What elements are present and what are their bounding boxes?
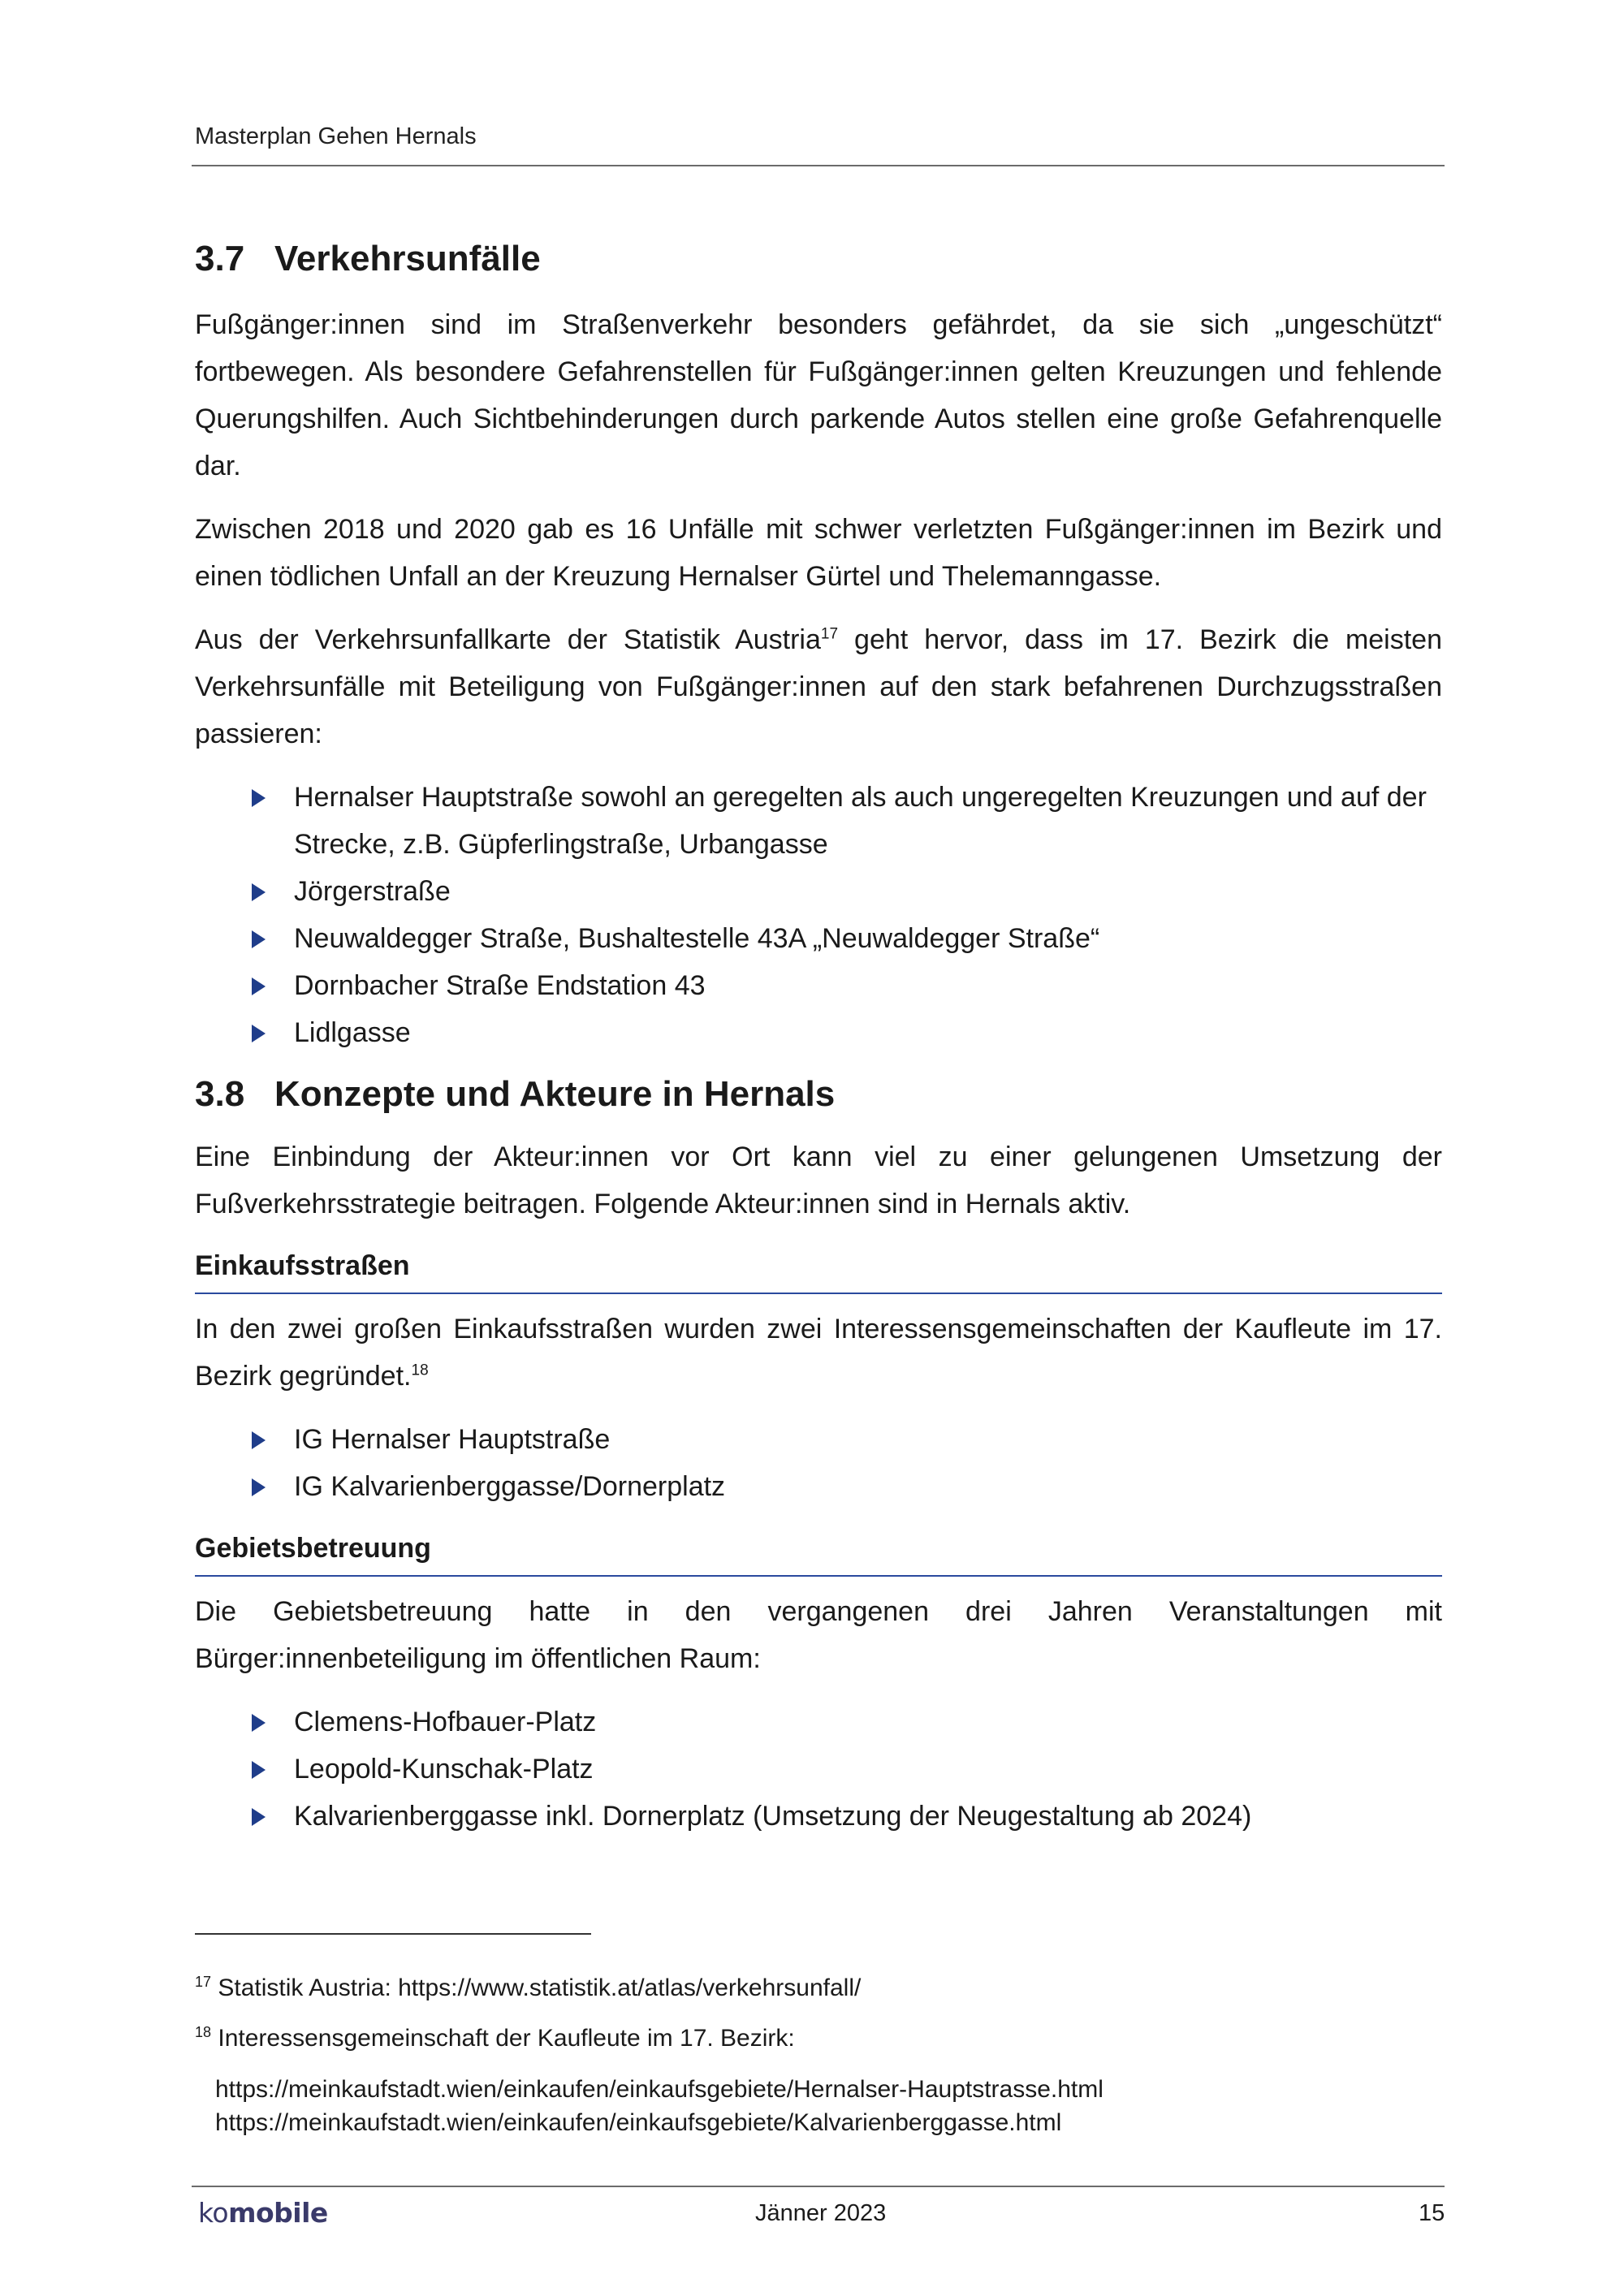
- list-item-text: IG Kalvarienberggasse/Dornerplatz: [294, 1471, 726, 1503]
- footnote-number: 18: [195, 2024, 212, 2040]
- list-item-text: Lidlgasse: [294, 1017, 411, 1049]
- section-heading-3-7: [195, 235, 1442, 282]
- section-title: Verkehrsunfälle: [274, 239, 541, 278]
- footnote-17: [195, 1971, 861, 2005]
- paragraph-text: geht hervor, dass im 17. Bezirk die meisten Verkehrsunfälle mit Beteiligung von Fußgänger:innen auf den stark befahrenen Durchzugsstraßen passieren:: [195, 624, 1442, 750]
- triangle-bullet-icon: [252, 1025, 266, 1042]
- list-item-text: Hernalser Hauptstraße sowohl an geregelten als auch ungeregelten Kreuzungen und auf der Strecke, z.B. Güpferlingstraße, Urbangasse: [294, 782, 1427, 861]
- footnote-url: https://meinkaufstadt.wien/einkaufen/einkaufsgebiete/Kalvarienberggasse.html: [215, 2109, 1062, 2136]
- list-item: [252, 1698, 1442, 1746]
- subsection-heading: Einkaufsstraßen: [195, 1245, 1442, 1294]
- triangle-bullet-icon: [252, 930, 266, 948]
- footnote-text: Interessensgemeinschaft der Kaufleute im 17. Bezirk:: [211, 2025, 795, 2052]
- triangle-bullet-icon: [252, 1714, 266, 1732]
- area-support-list: [195, 1698, 1442, 1840]
- list-item: [252, 962, 1442, 1009]
- section-3-7: [195, 235, 1442, 1056]
- list-item-text: Leopold-Kunschak-Platz: [294, 1754, 594, 1785]
- shopping-street-list: [195, 1416, 1442, 1510]
- triangle-bullet-icon: [252, 883, 266, 901]
- list-item-text: Neuwaldegger Straße, Bushaltestelle 43A „Neuwaldegger Straße“: [294, 923, 1100, 955]
- logo-part-ko: ko: [198, 2197, 229, 2229]
- list-item: [252, 1463, 1442, 1510]
- triangle-bullet-icon: [252, 1431, 266, 1449]
- paragraph-text: In den zwei großen Einkaufsstraßen wurden zwei Interessensgemeinschaften der Kaufleute im 17. Bezirk gegründet.: [195, 1314, 1442, 1392]
- section-number: 3.8: [195, 1074, 245, 1115]
- list-item: [252, 1746, 1442, 1793]
- page-content: [195, 219, 1442, 1840]
- paragraph: Zwischen 2018 und 2020 gab es 16 Unfälle mit schwer verletzten Fußgänger:innen im Bezirk und einen tödlichen Unfall an der Kreuzung Hernalser Gürtel und Thelemanngasse.: [195, 514, 1442, 593]
- triangle-bullet-icon: [252, 1761, 266, 1779]
- paragraph: [195, 1306, 1442, 1400]
- list-item: [252, 1009, 1442, 1056]
- footnote-ref-17: 17: [820, 625, 839, 643]
- list-item-text: IG Hernalser Hauptstraße: [294, 1424, 611, 1456]
- accident-location-list: [195, 774, 1442, 1056]
- list-item-text: Kalvarienberggasse inkl. Dornerplatz (Umsetzung der Neugestaltung ab 2024): [294, 1801, 1252, 1832]
- komobile-logo: [198, 2197, 328, 2229]
- paragraph: Die Gebietsbetreuung hatte in den vergangenen drei Jahren Veranstaltungen mit Bürger:innenbeteiligung im öffentlichen Raum:: [195, 1596, 1442, 1675]
- list-item: [252, 1416, 1442, 1463]
- footnote-text: Statistik Austria: https://www.statistik.at/atlas/verkehrsunfall/: [211, 1974, 862, 2001]
- logo-part-mobile: mobile: [228, 2197, 328, 2229]
- list-item: [252, 1793, 1442, 1840]
- list-item: [252, 868, 1442, 915]
- header-divider: [192, 165, 1445, 166]
- footnote-18: [195, 2022, 795, 2056]
- triangle-bullet-icon: [252, 789, 266, 807]
- page-number: 15: [1419, 2200, 1445, 2226]
- subsection-gebietsbetreuung: [195, 1528, 1442, 1577]
- section-title: Konzepte und Akteure in Hernals: [274, 1074, 836, 1115]
- footer-date: Jänner 2023: [755, 2200, 887, 2226]
- subsection-einkaufsstrassen: [195, 1245, 1442, 1294]
- list-item: [252, 915, 1442, 962]
- triangle-bullet-icon: [252, 978, 266, 995]
- running-header: Masterplan Gehen Hernals: [195, 123, 477, 149]
- triangle-bullet-icon: [252, 1478, 266, 1496]
- triangle-bullet-icon: [252, 1808, 266, 1826]
- list-item-text: Dornbacher Straße Endstation 43: [294, 970, 706, 1002]
- section-3-8: [195, 1071, 1442, 1840]
- list-item-text: Clemens-Hofbauer-Platz: [294, 1707, 597, 1738]
- paragraph-text: Aus der Verkehrsunfallkarte der Statistik Austria: [195, 624, 821, 656]
- footnote-url: https://meinkaufstadt.wien/einkaufen/einkaufsgebiete/Hernalser-Hauptstrasse.html: [215, 2076, 1104, 2103]
- section-heading-3-8: [195, 1071, 1442, 1117]
- paragraph: [195, 616, 1442, 757]
- list-item: [252, 774, 1442, 868]
- paragraph: Fußgänger:innen sind im Straßenverkehr besonders gefährdet, da sie sich „ungeschützt“ fortbewegen. Als besondere Gefahrenstellen für Fußgänger:innen gelten Kreuzungen und fehlende Querungshilfen. Auch Sichtbehinderungen durch parkende Autos stellen eine große Gefahrenquelle dar.: [195, 309, 1442, 482]
- paragraph: Eine Einbindung der Akteur:innen vor Ort kann viel zu einer gelungenen Umsetzung der Fußverkehrsstrategie beitragen. Folgende Akteur:innen sind in Hernals aktiv.: [195, 1142, 1442, 1220]
- footnote-number: 17: [195, 1974, 212, 1990]
- section-number: 3.7: [195, 239, 245, 278]
- footnote-ref-18: 18: [411, 1362, 429, 1380]
- footer-divider: [192, 2186, 1445, 2187]
- subsection-heading: Gebietsbetreuung: [195, 1528, 1442, 1577]
- footnote-divider: [195, 1933, 591, 1935]
- list-item-text: Jörgerstraße: [294, 876, 451, 908]
